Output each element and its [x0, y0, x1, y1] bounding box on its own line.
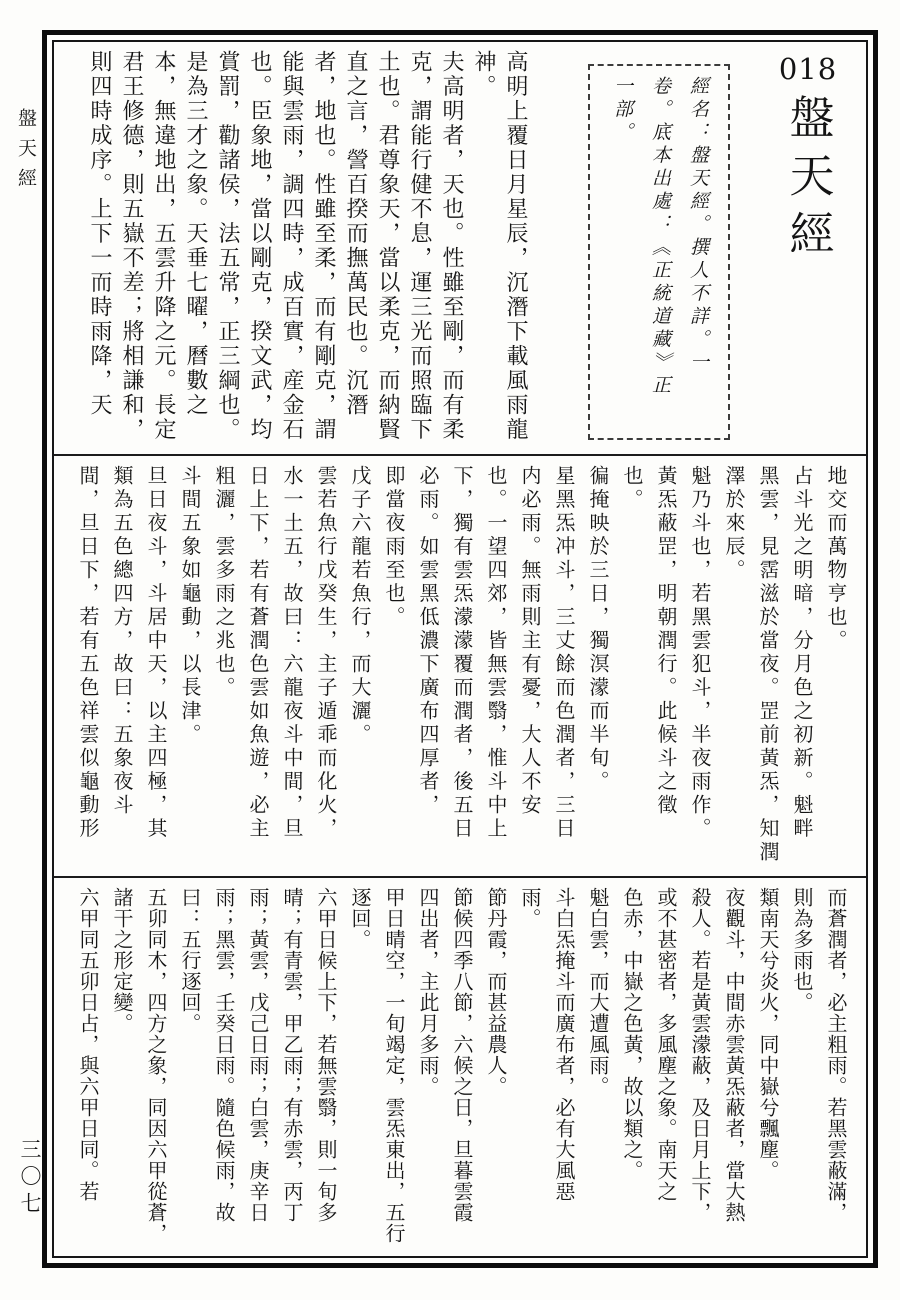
text-column: 色赤，中嶽之色黃，故以類之。	[620, 887, 642, 1181]
text-column: 神。	[472, 50, 497, 99]
band-middle	[54, 458, 866, 874]
text-column: 地交而萬物亨也。	[824, 465, 846, 653]
serial-number: 018	[778, 52, 838, 86]
text-column: 占斗光之明暗，分月色之初新。魁畔	[790, 465, 812, 841]
text-column: 下，獨有雲炁濛濛覆而潤者，後五日	[450, 465, 472, 841]
band-bottom	[54, 880, 866, 1256]
text-column: 魁乃斗也，若黑雲犯斗，半夜雨作。	[688, 465, 710, 841]
text-column: 也。	[620, 465, 642, 512]
text-column: 君王修德，則五嶽不差；將相謙和，	[120, 50, 145, 442]
band-separator-2	[54, 876, 866, 878]
text-column: 也。臣象地，當以剛克，揆文武，均	[248, 50, 273, 442]
text-column: 則為多雨也。	[790, 887, 812, 1013]
text-column: 類為五色總四方，故曰：五象夜斗	[110, 465, 132, 818]
text-column: 則四時成序。上下一而時雨降，天	[88, 50, 113, 418]
text-column: 逐回。	[348, 887, 370, 950]
text-column: 殺人。若是黃雲濛蔽，及日月上下，	[688, 887, 710, 1223]
colophon-box	[588, 64, 730, 440]
text-column: 夜觀斗，中間赤雲黃炁蔽者，當大熱	[722, 887, 744, 1223]
text-column: 能與雲雨，調四時，成百實，産金石	[280, 50, 305, 442]
text-column: 黑雲，見霑滋於當夜。罡前黃炁，知潤	[756, 465, 778, 865]
text-column: 粗灑，雲多雨之兆也。	[212, 465, 234, 700]
text-block-top	[84, 50, 532, 446]
text-column: 四出者，主此月多雨。	[416, 887, 438, 1097]
text-column: 旦日夜斗，斗居中天，以主四極，其	[144, 465, 166, 841]
band-separator-1	[54, 454, 866, 456]
text-column: 雲若魚行戊癸生，主子遁乖而化火，	[314, 465, 336, 841]
text-column: 直之言，謍百揆而撫萬民也。沉潛	[344, 50, 369, 418]
text-column: 雨；黃雲，戊己日雨；白雲，庚辛日	[246, 887, 268, 1223]
text-column: 徧掩映於三日，獨溟濛而半旬。	[586, 465, 608, 794]
text-column: 黃炁蔽罡，明朝潤行。此候斗之徵	[654, 465, 676, 818]
book-title: 盤天經	[782, 94, 833, 268]
band-top	[54, 42, 866, 452]
text-column: 一部。	[611, 76, 632, 145]
text-column: 曰：五行逐回。	[178, 887, 200, 1034]
text-column: 晴；有青雲，甲乙雨；有赤雲，丙丁	[280, 887, 302, 1223]
text-column: 諸干之形定變。	[110, 887, 132, 1034]
text-column: 六甲日候上下，若無雲翳，則一旬多	[314, 887, 336, 1223]
text-column: 或不甚密者，多風塵之象。南天之	[654, 887, 676, 1202]
inner-frame	[52, 40, 868, 1258]
text-block-middle	[70, 465, 852, 867]
text-column: 星黑炁冲斗，三丈餘而色潤者，三日	[552, 465, 574, 841]
text-column: 經名：盤天經。撰人不詳。一	[687, 76, 708, 375]
text-column: 卷。底本出處：《正統道藏》正	[649, 76, 670, 398]
text-column: 戊子六龍若魚行，而大灑。	[348, 465, 370, 747]
text-column: 節候四季八節，六候之日，旦暮雲霞	[450, 887, 472, 1223]
text-column: 澤於來辰。	[722, 465, 744, 583]
text-column: 克，謂能行健不息，運三光而照臨下	[408, 50, 433, 442]
header-block	[760, 52, 856, 273]
text-column: 雨；黑雲，壬癸日雨。隨色候雨，故	[212, 887, 234, 1223]
text-column: 六甲同五卯日占，與六甲日同。若	[76, 887, 98, 1202]
text-column: 雨。	[518, 887, 540, 929]
text-column: 日上下，若有蒼潤色雲如魚遊，必主	[246, 465, 268, 841]
text-column: 也。一望四郊，皆無雲翳，惟斗中上	[484, 465, 506, 841]
text-column: 即當夜雨至也。	[382, 465, 404, 630]
page-frame	[42, 30, 878, 1268]
page-number: 三〇七	[18, 1138, 42, 1219]
text-column: 節丹霞，而甚益農人。	[484, 887, 506, 1097]
text-column: 間，旦日下，若有五色祥雲似龜動形	[76, 465, 98, 841]
text-column: 水一土五，故曰：六龍夜斗中間，旦	[280, 465, 302, 841]
text-column: 魁白雲，而大遭風雨。	[586, 887, 608, 1097]
text-column: 必雨。如雲黑低濃下廣布四厚者，	[416, 465, 438, 818]
text-column: 是為三才之象。天垂七曜，曆數之	[184, 50, 209, 418]
text-column: 斗間五象如龜動，以長津。	[178, 465, 200, 747]
text-column: 内必雨。無雨則主有憂，大人不安	[518, 465, 540, 818]
text-column: 者，地也。性雖至柔，而有剛克，謂	[312, 50, 337, 442]
text-column: 五卯同木，四方之象，同因六甲從蒼，	[144, 887, 166, 1244]
text-column: 土也。君尊象天，當以柔克，而納賢	[376, 50, 401, 442]
text-column: 斗白炁掩斗而廣布者，必有大風惡	[552, 887, 574, 1202]
text-column: 類南天兮炎火，同中嶽兮飄塵。	[756, 887, 778, 1181]
text-column: 夫高明者，天也。性雖至剛，而有柔	[440, 50, 465, 442]
margin-book-title: 盤天經	[15, 108, 36, 198]
text-column: 高明上覆日月星辰，沉潛下載風雨龍	[504, 50, 529, 442]
text-column: 賞罰，勸諸侯，法五常，正三綱也。	[216, 50, 241, 442]
text-column: 甲日晴空，一旬竭定，雲炁東出，五行	[382, 887, 404, 1244]
text-column: 而蒼潤者，必主粗雨。若黑雲蔽滿，	[824, 887, 846, 1223]
text-column: 本，無違地出，五雲升降之元。長定	[152, 50, 177, 442]
text-block-bottom	[70, 887, 852, 1249]
